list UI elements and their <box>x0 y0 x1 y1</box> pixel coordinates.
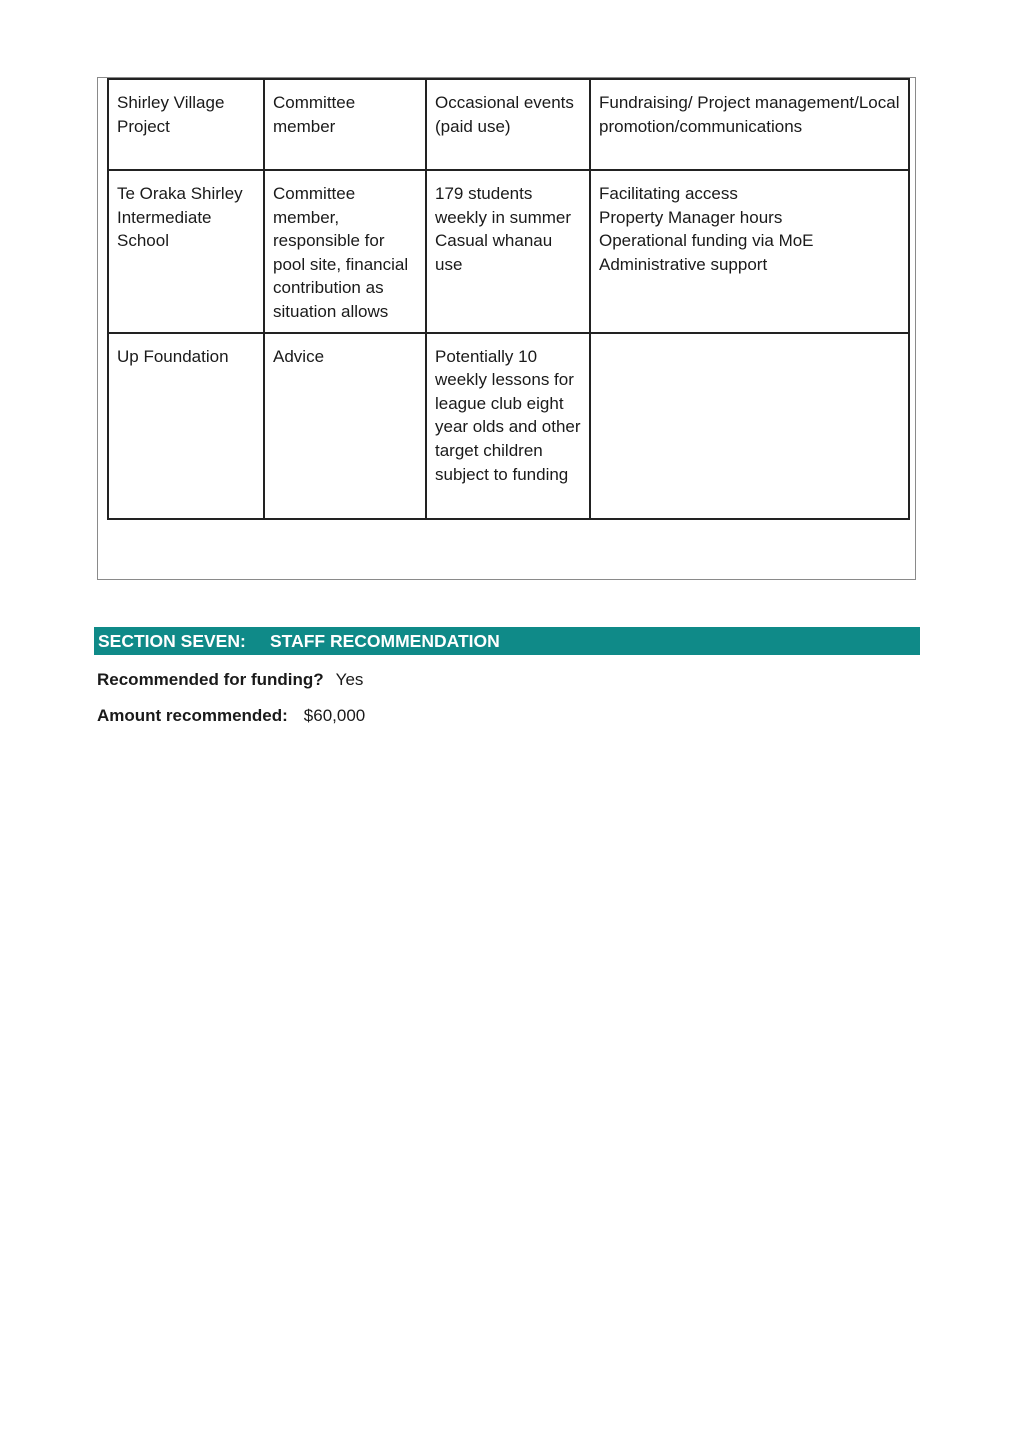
role-cell: Committee member, responsible for pool site, financial contribution as situation allows <box>264 170 426 333</box>
table-row <box>108 79 909 170</box>
organisation-cell: Te Oraka Shirley Intermediate School <box>108 170 264 333</box>
role-cell: Advice <box>264 333 426 519</box>
organisation-cell: Shirley Village Project <box>108 79 264 170</box>
partners-table <box>107 78 910 520</box>
section-title: STAFF RECOMMENDATION <box>270 631 500 651</box>
amount-label: Amount recommended: <box>97 706 288 725</box>
use-cell: 179 students weekly in summer Casual whanau use <box>426 170 590 333</box>
funding-label: Recommended for funding? <box>97 670 324 689</box>
section-number: SECTION SEVEN: <box>98 631 246 651</box>
table-row <box>108 333 909 519</box>
contribution-cell <box>590 333 909 519</box>
amount-recommendation <box>97 705 365 727</box>
section-header <box>94 627 920 655</box>
funding-recommendation <box>97 669 363 691</box>
table-row <box>108 170 909 333</box>
organisation-cell: Up Foundation <box>108 333 264 519</box>
funding-value: Yes <box>335 670 364 689</box>
role-cell: Committee member <box>264 79 426 170</box>
use-cell: Occasional events (paid use) <box>426 79 590 170</box>
contribution-cell: Fundraising/ Project management/Local promotion/communications <box>590 79 909 170</box>
use-cell: Potentially 10 weekly lessons for league club eight year olds and other target children subject to funding <box>426 333 590 519</box>
contribution-cell: Facilitating access Property Manager hours Operational funding via MoE Administrative support <box>590 170 909 333</box>
amount-value: $60,000 <box>303 706 366 725</box>
